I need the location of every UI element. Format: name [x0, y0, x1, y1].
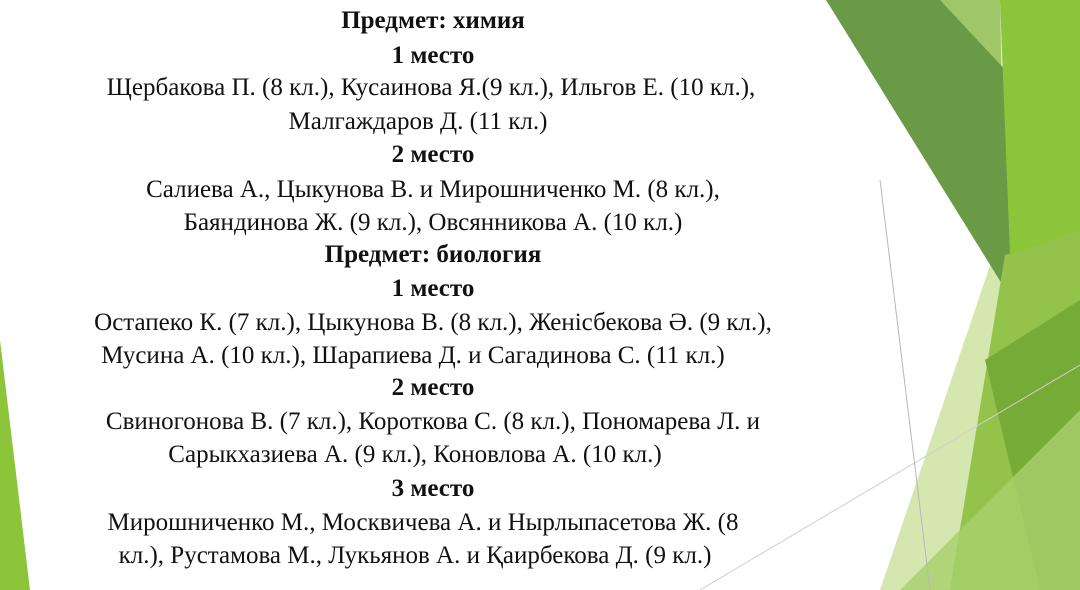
- winners-line: Мирошниченко М., Москвичева А. и Нырлыпасетова Ж. (8: [107, 509, 739, 536]
- place-heading-1-chemistry: 1 место: [391, 42, 475, 69]
- place-heading-2-biology: 2 место: [391, 374, 475, 401]
- place-heading-2-chemistry: 2 место: [391, 141, 475, 168]
- place-heading-1-biology: 1 место: [391, 275, 475, 302]
- right-bright-triangle: [1000, 0, 1080, 255]
- place-heading-3-biology: 3 место: [391, 475, 475, 502]
- winners-line: Мусина А. (10 кл.), Шарапиева Д. и Сагадинова С. (11 кл.): [101, 342, 725, 369]
- subject-heading-chemistry: Предмет: химия: [341, 7, 525, 34]
- winners-line: Малгаждаров Д. (11 кл.): [288, 108, 548, 135]
- winners-line: Сарыкхазиева А. (9 кл.), Коновлова А. (10 кл.): [168, 441, 662, 468]
- winners-line: кл.), Рустамова М., Лукьянов А. и Қаирбекова Д. (9 кл.): [118, 542, 712, 569]
- winners-line: Свиногонова В. (7 кл.), Короткова С. (8 кл.), Пономарева Л. и: [105, 408, 761, 435]
- winners-line: Щербакова П. (8 кл.), Кусаинова Я.(9 кл.), Ильгов Е. (10 кл.),: [106, 74, 756, 101]
- winners-line: Салиева А., Цыкунова В. и Мирошниченко М. (8 кл.),: [146, 176, 720, 203]
- winners-line: Остапеко К. (7 кл.), Цыкунова В. (8 кл.), Женiсбекова Ә. (9 кл.),: [94, 309, 772, 336]
- winners-line: Баяндинова Ж. (9 кл.), Овсянникова А. (10 кл.): [183, 209, 683, 236]
- subject-heading-biology: Предмет: биология: [324, 241, 542, 268]
